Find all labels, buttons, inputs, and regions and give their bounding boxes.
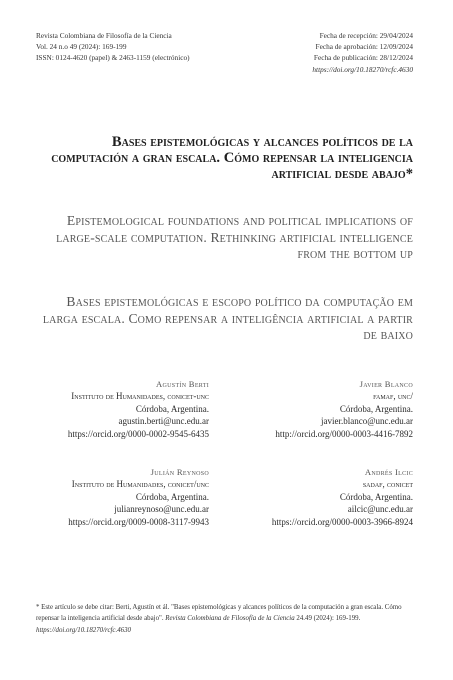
publication-dates	[312, 30, 413, 75]
author-block	[9, 466, 209, 528]
author-affiliation	[9, 390, 209, 402]
author-email[interactable]: javier.blanco@unc.edu.ar	[321, 416, 413, 427]
author-location: Córdoba, Argentina.	[339, 403, 413, 414]
affiliation-text: Instituto de Humanidades, conicet-unc	[71, 391, 209, 402]
author-location: Córdoba, Argentina.	[135, 491, 209, 502]
author-affiliation: famaf, unc/	[373, 391, 413, 402]
journal-info	[36, 30, 190, 64]
author-email[interactable]: julianreynoso@unc.edu.ar	[114, 504, 209, 515]
footnote-text: * Este artículo se debe citar: Berti, Agustín et ál. "Bases epistemológicas y alcances políticos de la computación a gran escala. Cómo repensar la inteligencia artificial desde abajo".	[36, 604, 402, 623]
author-affiliation: sadaf, conicet	[362, 479, 413, 490]
citation-footnote	[36, 602, 413, 636]
author-orcid[interactable]: https://orcid.org/0009-0008-3117-9943	[68, 516, 209, 527]
author-orcid[interactable]: https://orcid.org/0000-0003-3966-8924	[271, 516, 413, 527]
title-portuguese: Bases epistemológicas e escopo político da computação em larga escala. Como repensar a inteligência artificial a partir de baixo	[42, 294, 413, 342]
author-name: Javier Blanco	[359, 379, 413, 389]
journal-header	[36, 30, 413, 90]
author-name: Andrés Ilcic	[364, 467, 413, 477]
author-orcid[interactable]: https://orcid.org/0000-0002-9545-6435	[67, 428, 209, 439]
footnote-text-end: 24.49 (2024): 169-199.	[294, 615, 361, 623]
title-spanish: Bases epistemológicas y alcances políticos de la computación a gran escala. Cómo repensar la inteligencia artificial desde abajo*	[51, 134, 413, 182]
author-name: Agustín Berti	[156, 379, 209, 389]
author-block	[213, 378, 413, 440]
author-email[interactable]: ailcic@unc.edu.ar	[347, 504, 413, 515]
author-affiliation: Instituto de Humanidades, conicet/unc	[71, 479, 209, 490]
published-date: Fecha de publicación: 28/12/2024	[313, 53, 413, 63]
title-english: Epistemological foundations and political implications of large-scale computation. Rethinking artificial intelligence from the bottom up	[56, 213, 413, 261]
journal-name: Revista Colombiana de Filosofía de la Ciencia	[36, 31, 172, 40]
author-name: Julián Reynoso	[150, 467, 209, 477]
received-date: Fecha de recepción: 29/04/2024	[319, 31, 413, 40]
author-block	[9, 378, 209, 440]
author-email[interactable]: agustin.berti@unc.edu.ar	[118, 416, 209, 427]
journal-issn: ISSN: 0124-4620 (papel) & 2463-1159 (electrónico)	[36, 53, 190, 63]
author-location: Córdoba, Argentina.	[339, 491, 413, 502]
footnote-doi-link[interactable]: https://doi.org/10.18270/rcfc.4630	[36, 626, 131, 634]
author-orcid[interactable]: http://orcid.org/0000-0003-4416-7892	[275, 428, 413, 439]
footnote-journal: Revista Colombiana de Filosofía de la Ciencia	[165, 615, 295, 623]
doi-link[interactable]: https://doi.org/10.18270/rcfc.4630	[312, 64, 413, 74]
approved-date: Fecha de aprobación: 12/09/2024	[315, 42, 413, 52]
author-location: Córdoba, Argentina.	[135, 403, 209, 414]
journal-volume: Vol. 24 n.o 49 (2024): 169-199	[36, 42, 127, 52]
author-block	[213, 466, 413, 528]
